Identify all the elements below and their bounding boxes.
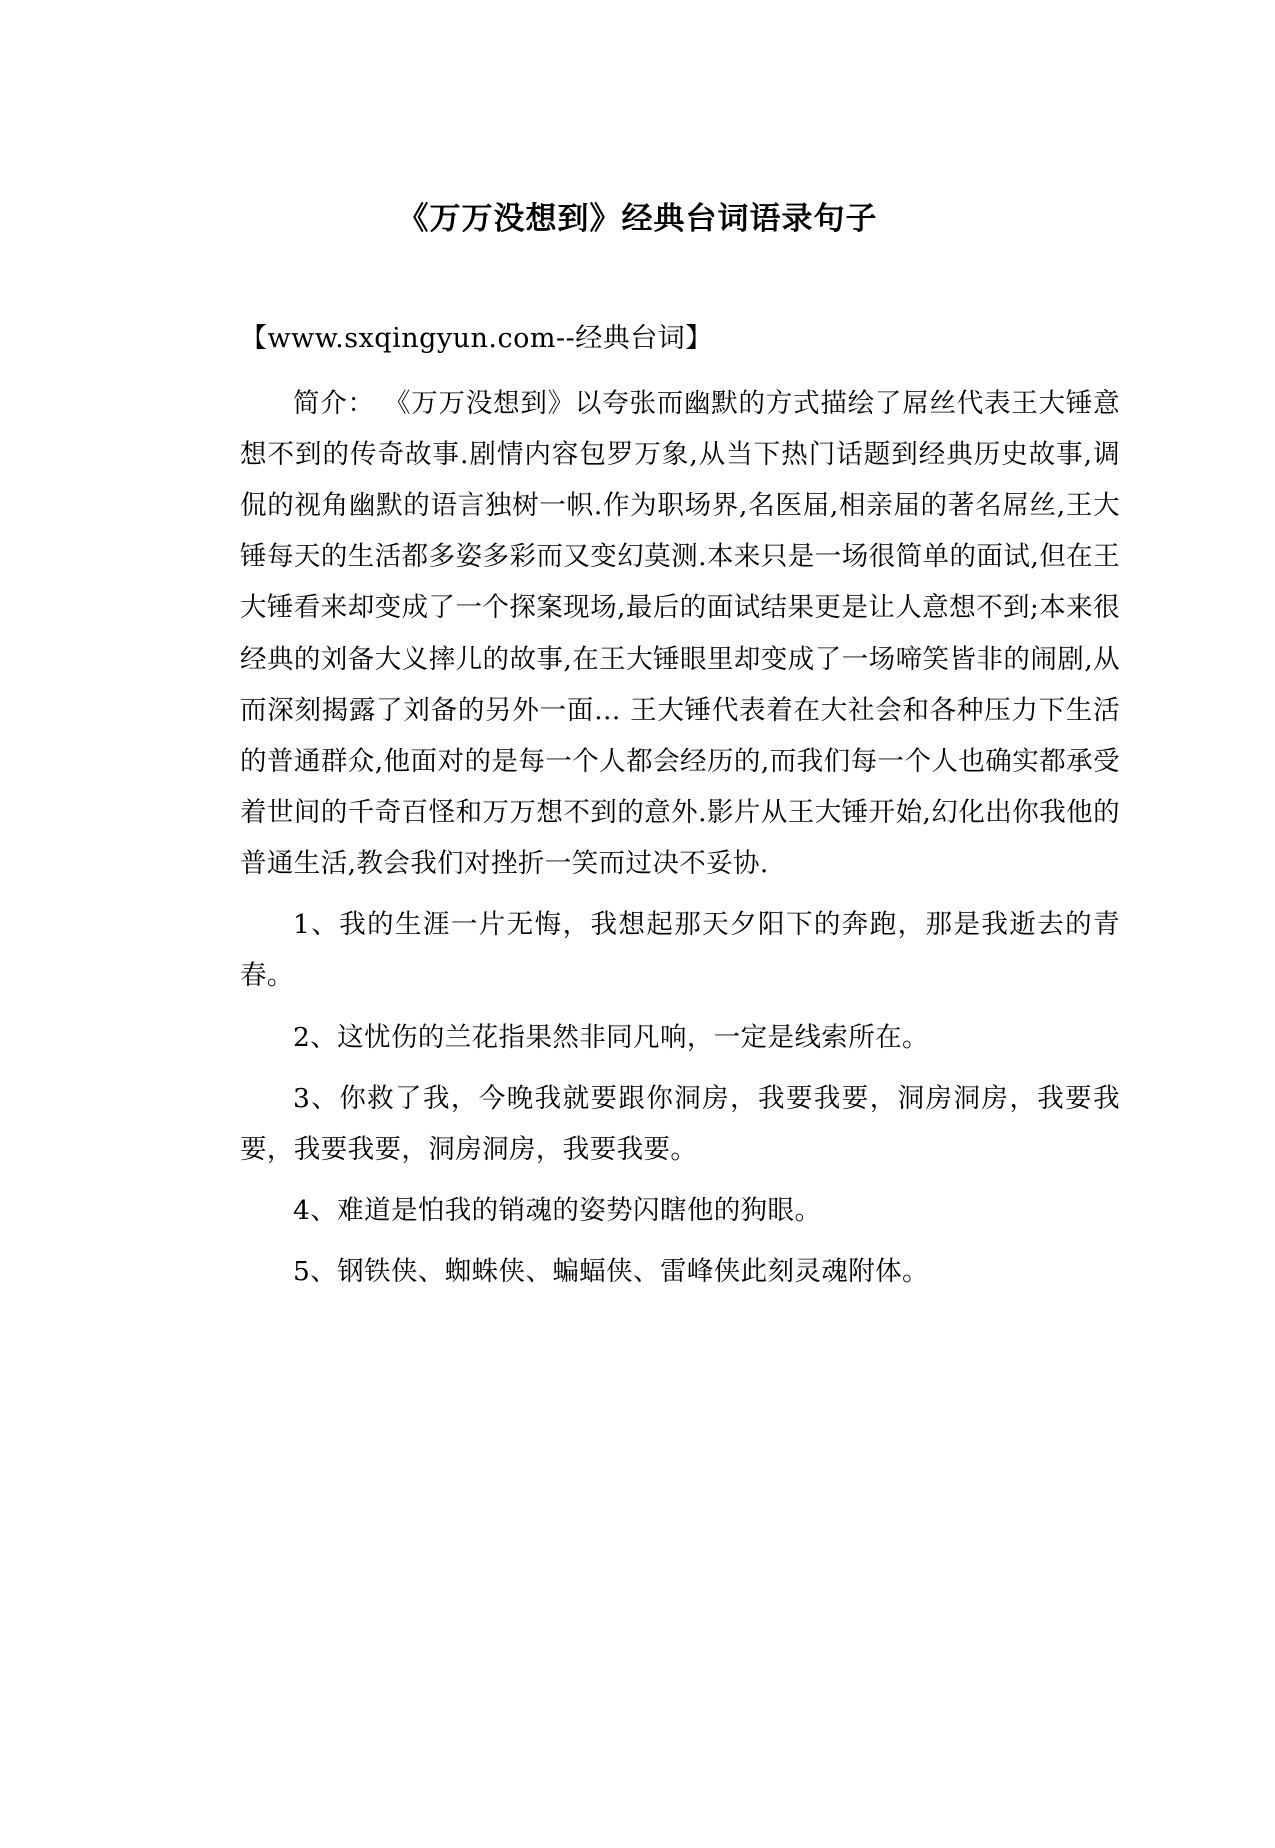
quote-list bbox=[240, 899, 1120, 1297]
intro-section bbox=[240, 378, 1120, 889]
document-page bbox=[0, 198, 1275, 1848]
list-item: 5、钢铁侠、蜘蛛侠、蝙蝠侠、雷峰侠此刻灵魂附体。 bbox=[293, 1256, 929, 1288]
list-item: 1、我的生涯一片无悔，我想起那天夕阳下的奔跑，那是我逝去的青春。 bbox=[240, 909, 1120, 992]
intro-paragraph: 简介： 《万万没想到》以夸张而幽默的方式描绘了屌丝代表王大锤意想不到的传奇故事.剧情内容包罗万象,从当下热门话题到经典历史故事,调侃的视角幽默的语言独树一帜.作为职场界,名医届,相亲届的著名屌丝,王大锤每天的生活都多姿多彩而又变幻莫测.本来只是一场很简单的面试,但在王大锤看来却变成了一个探案现场,最后的面试结果更是让人意想不到;本来很经典的刘备大义摔儿的故事,在王大锤眼里却变成了一场啼笑皆非的闹剧,从而深刻揭露了刘备的另外一面… 王大锤代表着在大社会和各种压力下生活的普通群众,他面对的是每一个人都会经历的,而我们每一个人也确实都承受着世间的千奇百怪和万万想不到的意外.影片从王大锤开始,幻化出你我他的普通生活,教会我们对挫折一笑而过决不妥协. bbox=[240, 387, 1120, 880]
list-item: 4、难道是怕我的销魂的姿势闪瞎他的狗眼。 bbox=[293, 1195, 822, 1226]
page-title: 《万万没想到》经典台词语录句子 bbox=[397, 201, 878, 237]
source-attribution: 【www.sxqingyun.com--经典台词】 bbox=[240, 323, 713, 355]
document-body bbox=[155, 319, 1120, 1297]
list-item: 3、你救了我，今晚我就要跟你洞房，我要我要，洞房洞房，我要我要，我要我要，洞房洞房，我要我要。 bbox=[240, 1082, 1120, 1165]
list-item: 2、这忧伤的兰花指果然非同凡响，一定是线索所在。 bbox=[293, 1021, 929, 1053]
